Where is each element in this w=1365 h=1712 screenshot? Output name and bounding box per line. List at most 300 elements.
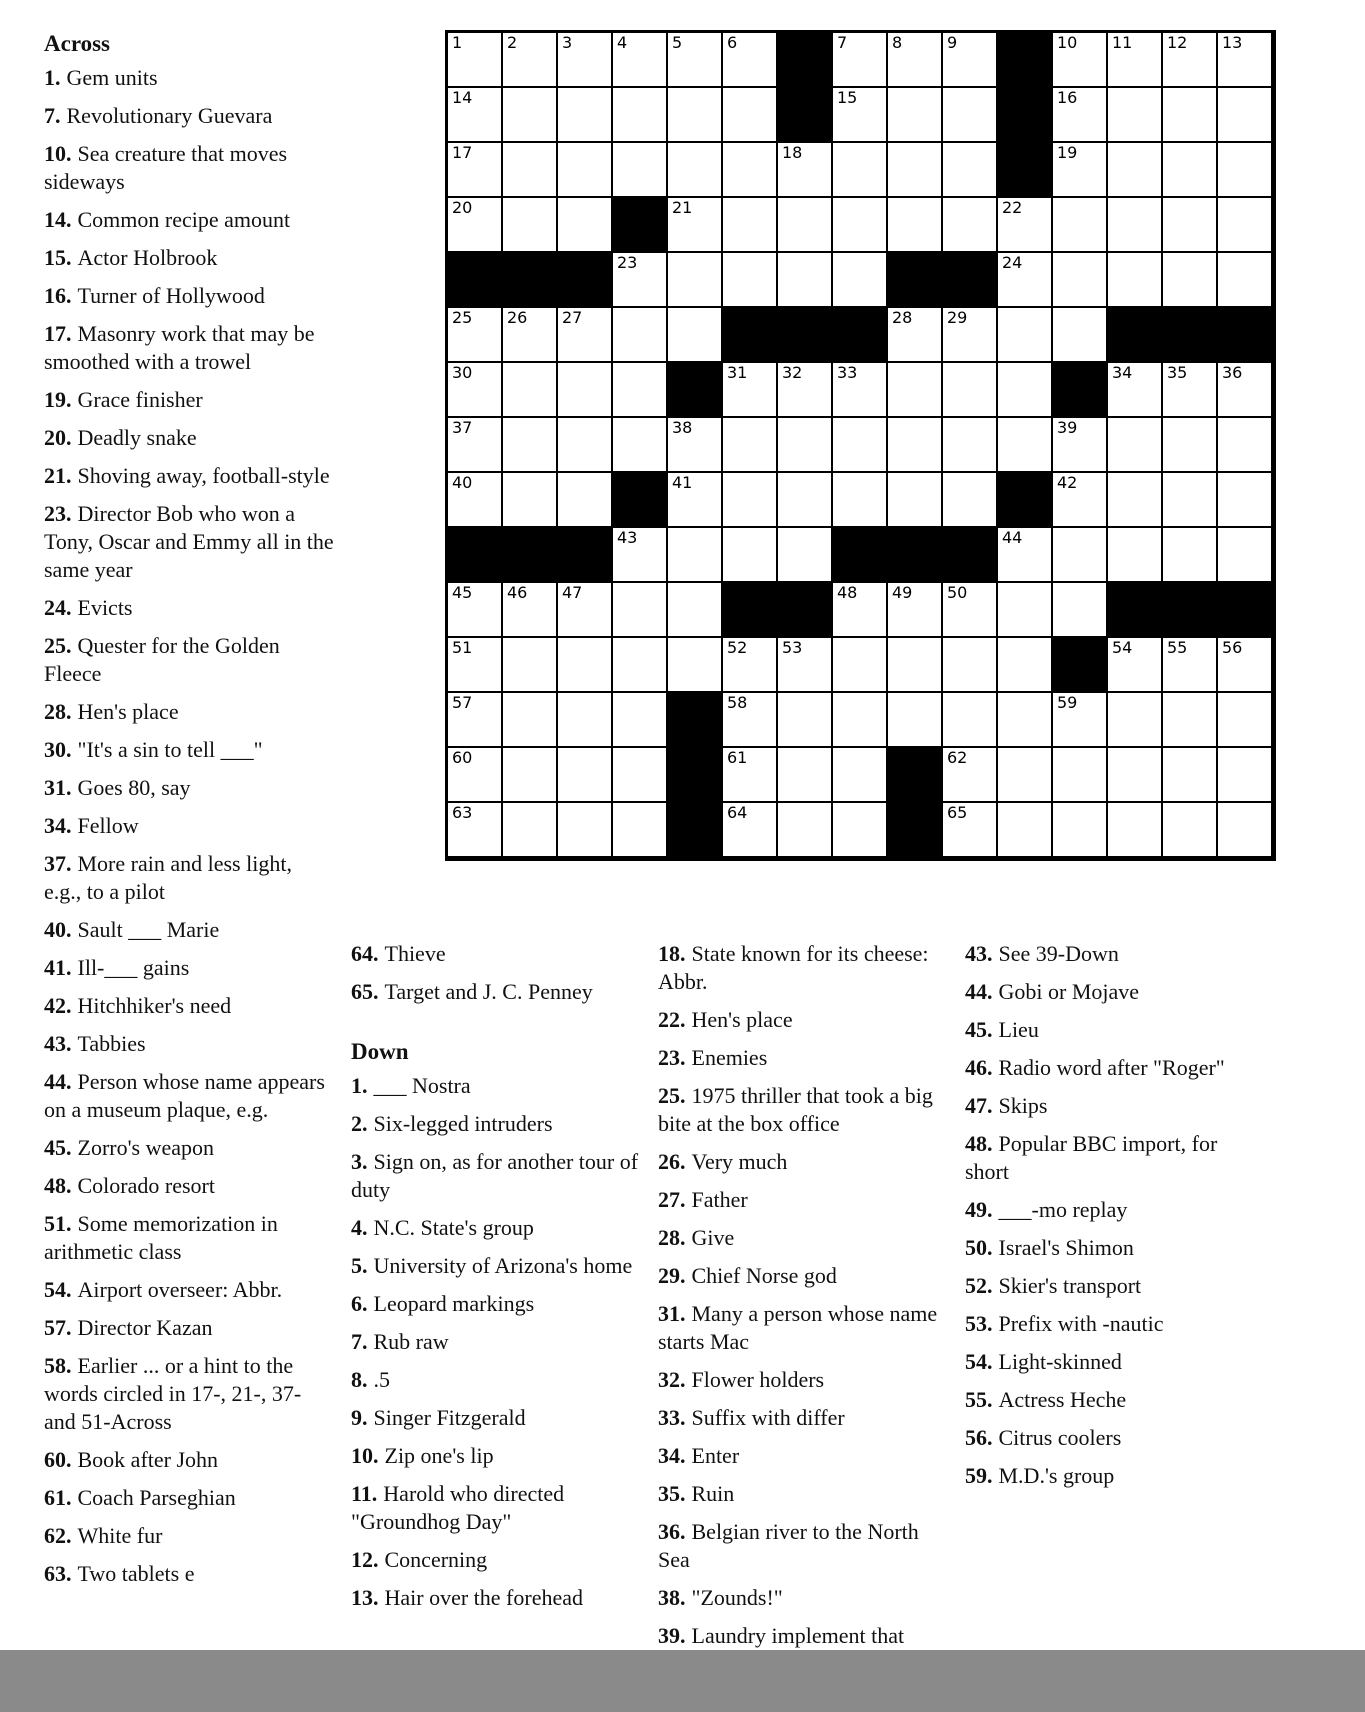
clue-number: 43. <box>965 941 993 966</box>
cell-number: 12 <box>1167 33 1188 52</box>
grid-cell[interactable] <box>612 692 667 747</box>
clue-text: Hitchhiker's need <box>77 993 232 1018</box>
cell-number: 50 <box>947 583 968 602</box>
grid-cell[interactable] <box>1217 692 1272 747</box>
clue-item <box>44 992 334 1020</box>
grid-cell[interactable] <box>557 362 612 417</box>
across-clue-list-continued <box>351 940 641 1006</box>
clue-text: Ill-___ gains <box>77 955 190 980</box>
clue-text: Some memorization in arithmetic class <box>44 1211 278 1264</box>
grid-cell[interactable] <box>887 472 942 527</box>
grid-cell[interactable] <box>832 472 887 527</box>
clue-item <box>44 386 334 414</box>
clue-number: 28. <box>44 699 72 724</box>
grid-cell[interactable] <box>997 307 1052 362</box>
grid-cell[interactable] <box>1107 32 1162 87</box>
grid-cell[interactable] <box>667 637 722 692</box>
grid-cell[interactable] <box>722 417 777 472</box>
grid-cell[interactable] <box>1052 142 1107 197</box>
clue-item <box>44 632 334 688</box>
grid-cell[interactable] <box>612 87 667 142</box>
grid-cell[interactable] <box>1107 417 1162 472</box>
grid-cell[interactable] <box>1052 417 1107 472</box>
grid-cell[interactable] <box>722 32 777 87</box>
grid-cell[interactable] <box>1107 362 1162 417</box>
grid-cell[interactable] <box>832 87 887 142</box>
grid-cell[interactable] <box>612 747 667 802</box>
grid-cell[interactable] <box>447 637 502 692</box>
grid-cell[interactable] <box>1162 472 1217 527</box>
grid-cell[interactable] <box>832 582 887 637</box>
clue-number: 42. <box>44 993 72 1018</box>
grid-cell[interactable] <box>997 692 1052 747</box>
grid-cell[interactable] <box>612 637 667 692</box>
clue-number: 7. <box>351 1329 368 1354</box>
black-square <box>1217 582 1272 637</box>
grid-cell[interactable] <box>502 692 557 747</box>
black-square <box>997 32 1052 87</box>
clue-text: University of Arizona's home <box>373 1253 633 1278</box>
cell-number: 30 <box>452 363 473 382</box>
grid-cell[interactable] <box>1217 87 1272 142</box>
black-square <box>777 87 832 142</box>
grid-cell[interactable] <box>557 417 612 472</box>
clue-item <box>44 1134 334 1162</box>
black-square <box>1217 307 1272 362</box>
grid-cell[interactable] <box>942 472 997 527</box>
grid-cell[interactable] <box>1162 802 1217 857</box>
clue-item <box>44 1484 334 1512</box>
grid-cell[interactable] <box>667 527 722 582</box>
clue-item <box>44 1352 334 1436</box>
grid-cell[interactable] <box>1162 362 1217 417</box>
cell-number: 51 <box>452 638 473 657</box>
cell-number: 58 <box>727 693 748 712</box>
grid-cell[interactable] <box>942 362 997 417</box>
grid-cell[interactable] <box>777 637 832 692</box>
grid-cell[interactable] <box>942 692 997 747</box>
grid-cell[interactable] <box>1052 527 1107 582</box>
cell-number: 18 <box>782 143 803 162</box>
grid-cell[interactable] <box>1217 362 1272 417</box>
clue-text: ___ Nostra <box>373 1073 471 1098</box>
grid-cell[interactable] <box>942 142 997 197</box>
grid-cell[interactable] <box>1107 252 1162 307</box>
grid-cell[interactable] <box>1217 32 1272 87</box>
clue-text: ___-mo replay <box>998 1197 1128 1222</box>
grid-cell[interactable] <box>777 417 832 472</box>
grid-cell[interactable] <box>447 417 502 472</box>
clue-item <box>44 1030 334 1058</box>
grid-cell[interactable] <box>612 32 667 87</box>
clue-number: 4. <box>351 1215 368 1240</box>
grid-cell[interactable] <box>777 747 832 802</box>
clue-text: Zip one's lip <box>384 1443 494 1468</box>
grid-cell[interactable] <box>1217 142 1272 197</box>
grid-cell[interactable] <box>447 87 502 142</box>
clue-item <box>44 850 334 906</box>
cell-number: 33 <box>837 363 858 382</box>
grid-cell[interactable] <box>777 362 832 417</box>
grid-cell[interactable] <box>447 362 502 417</box>
grid-cell[interactable] <box>557 307 612 362</box>
grid-cell[interactable] <box>777 692 832 747</box>
clue-text: Masonry work that may be smoothed with a trowel <box>44 321 315 374</box>
grid-cell[interactable] <box>447 747 502 802</box>
clue-item <box>44 140 334 196</box>
grid-cell[interactable] <box>1107 87 1162 142</box>
clue-item <box>658 1366 948 1394</box>
clue-text: Director Kazan <box>77 1315 213 1340</box>
grid-cell[interactable] <box>722 252 777 307</box>
clue-number: 8. <box>351 1367 368 1392</box>
across-heading: Across <box>44 31 111 56</box>
grid-cell[interactable] <box>997 802 1052 857</box>
grid-cell[interactable] <box>502 197 557 252</box>
black-square <box>1162 582 1217 637</box>
clue-item <box>965 1310 1255 1338</box>
grid-cell[interactable] <box>557 692 612 747</box>
cell-number: 49 <box>892 583 913 602</box>
grid-cell[interactable] <box>667 417 722 472</box>
clue-item <box>351 1328 641 1356</box>
clue-item <box>351 1214 641 1242</box>
grid-cell[interactable] <box>1162 417 1217 472</box>
clue-number: 20. <box>44 425 72 450</box>
grid-cell[interactable] <box>832 747 887 802</box>
grid-cell[interactable] <box>502 362 557 417</box>
clue-text: Sea creature that moves sideways <box>44 141 288 194</box>
grid-cell[interactable] <box>997 362 1052 417</box>
black-square <box>557 252 612 307</box>
grid-cell[interactable] <box>942 582 997 637</box>
grid-cell[interactable] <box>1217 637 1272 692</box>
clue-number: 37. <box>44 851 72 876</box>
grid-cell[interactable] <box>447 142 502 197</box>
clue-item <box>965 1234 1255 1262</box>
clue-text: Quester for the Golden Fleece <box>44 633 280 686</box>
cell-number: 34 <box>1112 363 1133 382</box>
clue-item <box>44 1314 334 1342</box>
grid-cell[interactable] <box>1052 32 1107 87</box>
cell-number: 37 <box>452 418 473 437</box>
grid-cell[interactable] <box>557 747 612 802</box>
cell-number: 46 <box>507 583 528 602</box>
grid-cell[interactable] <box>447 472 502 527</box>
grid-cell[interactable] <box>832 362 887 417</box>
grid-cell[interactable] <box>997 417 1052 472</box>
grid-cell[interactable] <box>447 692 502 747</box>
grid-cell[interactable] <box>1217 197 1272 252</box>
grid-cell[interactable] <box>1107 527 1162 582</box>
grid-cell[interactable] <box>1107 472 1162 527</box>
clue-item <box>44 1172 334 1200</box>
grid-cell[interactable] <box>1162 527 1217 582</box>
grid-cell[interactable] <box>997 582 1052 637</box>
grid-cell[interactable] <box>832 802 887 857</box>
grid-cell[interactable] <box>667 87 722 142</box>
footer-bar <box>0 1650 1365 1712</box>
grid-cell[interactable] <box>502 472 557 527</box>
grid-cell[interactable] <box>557 197 612 252</box>
grid-cell[interactable] <box>612 307 667 362</box>
clue-number: 39. <box>658 1623 686 1648</box>
grid-cell[interactable] <box>722 362 777 417</box>
grid-cell[interactable] <box>1217 802 1272 857</box>
grid-cell[interactable] <box>722 87 777 142</box>
grid-cell[interactable] <box>777 527 832 582</box>
grid-cell[interactable] <box>557 802 612 857</box>
black-square <box>1052 362 1107 417</box>
grid-cell[interactable] <box>832 142 887 197</box>
grid-cell[interactable] <box>1052 307 1107 362</box>
clue-number: 35. <box>658 1481 686 1506</box>
clue-number: 23. <box>44 501 72 526</box>
grid-cell[interactable] <box>557 142 612 197</box>
grid-cell[interactable] <box>722 197 777 252</box>
clue-number: 11. <box>351 1481 378 1506</box>
grid-cell[interactable] <box>557 472 612 527</box>
grid-cell[interactable] <box>1107 637 1162 692</box>
grid-cell[interactable] <box>942 637 997 692</box>
cell-number: 38 <box>672 418 693 437</box>
grid-cell[interactable] <box>612 582 667 637</box>
grid-cell[interactable] <box>502 32 557 87</box>
clue-text: Skier's transport <box>998 1273 1142 1298</box>
clue-text: Hair over the forehead <box>384 1585 584 1610</box>
grid-cell[interactable] <box>667 32 722 87</box>
grid-cell[interactable] <box>832 417 887 472</box>
grid-cell[interactable] <box>1052 252 1107 307</box>
clue-item <box>44 1276 334 1304</box>
grid-cell[interactable] <box>832 692 887 747</box>
grid-cell[interactable] <box>1107 802 1162 857</box>
grid-cell[interactable] <box>502 142 557 197</box>
grid-cell[interactable] <box>612 527 667 582</box>
clue-item <box>965 940 1255 968</box>
grid-cell[interactable] <box>887 87 942 142</box>
clue-number: 63. <box>44 1561 72 1586</box>
grid-cell[interactable] <box>722 802 777 857</box>
grid-cell[interactable] <box>832 32 887 87</box>
clue-text: Ruin <box>691 1481 735 1506</box>
grid-cell[interactable] <box>942 197 997 252</box>
clue-item <box>351 1148 641 1204</box>
grid-cell[interactable] <box>1107 692 1162 747</box>
grid-cell[interactable] <box>887 582 942 637</box>
clue-text: Harold who directed "Groundhog Day" <box>351 1481 565 1534</box>
grid-cell[interactable] <box>1162 87 1217 142</box>
down-heading: Down <box>351 1039 409 1064</box>
grid-cell[interactable] <box>942 87 997 142</box>
grid-cell[interactable] <box>667 252 722 307</box>
cell-number: 6 <box>727 33 738 52</box>
grid-cell[interactable] <box>447 307 502 362</box>
grid-cell[interactable] <box>887 307 942 362</box>
grid-cell[interactable] <box>667 197 722 252</box>
grid-cell[interactable] <box>777 142 832 197</box>
grid-cell[interactable] <box>1162 692 1217 747</box>
grid-cell[interactable] <box>832 197 887 252</box>
grid-cell[interactable] <box>887 142 942 197</box>
clue-text: See 39-Down <box>998 941 1119 966</box>
grid-cell[interactable] <box>887 692 942 747</box>
grid-cell[interactable] <box>1162 32 1217 87</box>
grid-cell[interactable] <box>1217 417 1272 472</box>
clue-text: Very much <box>691 1149 788 1174</box>
clue-text: Popular BBC import, for short <box>965 1131 1218 1184</box>
grid-cell[interactable] <box>667 142 722 197</box>
clue-text: Earlier ... or a hint to the words circled in 17-, 21-, 37- and 51-Across <box>44 1353 302 1434</box>
grid-cell[interactable] <box>1107 142 1162 197</box>
grid-cell[interactable] <box>557 637 612 692</box>
grid-cell[interactable] <box>722 747 777 802</box>
grid-cell[interactable] <box>942 802 997 857</box>
grid-cell[interactable] <box>1107 197 1162 252</box>
grid-cell[interactable] <box>1052 802 1107 857</box>
cell-number: 65 <box>947 803 968 822</box>
grid-cell[interactable] <box>832 252 887 307</box>
grid-cell[interactable] <box>777 252 832 307</box>
clue-text: .5 <box>373 1367 390 1392</box>
grid-cell[interactable] <box>447 32 502 87</box>
grid-cell[interactable] <box>502 87 557 142</box>
clue-item <box>351 1442 641 1470</box>
grid-cell[interactable] <box>942 417 997 472</box>
clue-number: 65. <box>351 979 379 1004</box>
clue-text: Revolutionary Guevara <box>66 103 273 128</box>
grid-cell[interactable] <box>502 582 557 637</box>
clue-number: 21. <box>44 463 72 488</box>
clue-item <box>658 1442 948 1470</box>
grid-cell[interactable] <box>612 362 667 417</box>
crossword-grid <box>445 30 1276 861</box>
cell-number: 48 <box>837 583 858 602</box>
grid-cell[interactable] <box>722 527 777 582</box>
grid-cell[interactable] <box>887 197 942 252</box>
grid-cell[interactable] <box>667 307 722 362</box>
grid-cell[interactable] <box>1162 142 1217 197</box>
grid-cell[interactable] <box>942 32 997 87</box>
black-square <box>447 527 502 582</box>
grid-cell[interactable] <box>1162 197 1217 252</box>
clue-number: 61. <box>44 1485 72 1510</box>
clue-item <box>44 594 334 622</box>
grid-cell[interactable] <box>997 747 1052 802</box>
grid-cell[interactable] <box>502 307 557 362</box>
clue-item <box>658 1082 948 1138</box>
clue-item <box>658 1224 948 1252</box>
grid-cell[interactable] <box>887 32 942 87</box>
grid-cell[interactable] <box>612 417 667 472</box>
grid-cell[interactable] <box>502 417 557 472</box>
clue-item <box>351 1072 641 1100</box>
clue-item <box>965 1386 1255 1414</box>
clue-number: 9. <box>351 1405 368 1430</box>
black-square <box>1107 582 1162 637</box>
grid-cell[interactable] <box>612 142 667 197</box>
grid-cell[interactable] <box>557 582 612 637</box>
grid-cell[interactable] <box>722 142 777 197</box>
clue-number: 25. <box>658 1083 686 1108</box>
clue-number: 13. <box>351 1585 379 1610</box>
grid-cell[interactable] <box>1217 472 1272 527</box>
grid-cell[interactable] <box>612 802 667 857</box>
cell-number: 13 <box>1222 33 1243 52</box>
grid-cell[interactable] <box>942 747 997 802</box>
grid-cell[interactable] <box>447 802 502 857</box>
clue-item <box>658 940 948 996</box>
grid-cell[interactable] <box>997 197 1052 252</box>
clue-number: 48. <box>965 1131 993 1156</box>
grid-cell[interactable] <box>1217 252 1272 307</box>
grid-cell[interactable] <box>777 472 832 527</box>
black-square <box>887 527 942 582</box>
grid-cell[interactable] <box>1162 747 1217 802</box>
clue-item <box>44 64 334 92</box>
grid-cell[interactable] <box>1107 747 1162 802</box>
grid-cell[interactable] <box>722 472 777 527</box>
grid-cell[interactable] <box>447 582 502 637</box>
grid-cell[interactable] <box>1162 252 1217 307</box>
grid-cell[interactable] <box>997 252 1052 307</box>
grid-cell[interactable] <box>832 637 887 692</box>
grid-cell[interactable] <box>502 747 557 802</box>
grid-cell[interactable] <box>557 87 612 142</box>
grid-cell[interactable] <box>1052 472 1107 527</box>
grid-cell[interactable] <box>557 32 612 87</box>
clue-text: Hen's place <box>77 699 179 724</box>
grid-cell[interactable] <box>777 802 832 857</box>
clue-item <box>351 978 641 1006</box>
clue-number: 7. <box>44 103 61 128</box>
grid-cell[interactable] <box>1052 582 1107 637</box>
grid-cell[interactable] <box>667 582 722 637</box>
grid-cell[interactable] <box>612 252 667 307</box>
grid-cell[interactable] <box>502 637 557 692</box>
grid-cell[interactable] <box>502 802 557 857</box>
grid-cell[interactable] <box>1217 747 1272 802</box>
grid-cell[interactable] <box>447 197 502 252</box>
clue-item <box>658 1404 948 1432</box>
clue-number: 14. <box>44 207 72 232</box>
clue-text: Concerning <box>384 1547 488 1572</box>
black-square <box>832 527 887 582</box>
grid-cell[interactable] <box>1052 87 1107 142</box>
grid-cell[interactable] <box>887 362 942 417</box>
clue-number: 56. <box>965 1425 993 1450</box>
grid-cell[interactable] <box>722 637 777 692</box>
grid-cell[interactable] <box>887 637 942 692</box>
grid-cell[interactable] <box>1162 637 1217 692</box>
grid-cell[interactable] <box>942 307 997 362</box>
grid-cell[interactable] <box>887 417 942 472</box>
clue-number: 24. <box>44 595 72 620</box>
clue-text: Actress Heche <box>998 1387 1127 1412</box>
grid-cell[interactable] <box>667 472 722 527</box>
grid-cell[interactable] <box>997 527 1052 582</box>
grid-cell[interactable] <box>1217 527 1272 582</box>
grid-cell[interactable] <box>1052 692 1107 747</box>
black-square <box>447 252 502 307</box>
grid-cell[interactable] <box>1052 197 1107 252</box>
grid-cell[interactable] <box>722 692 777 747</box>
clue-text: Father <box>691 1187 748 1212</box>
grid-cell[interactable] <box>1052 747 1107 802</box>
clue-number: 64. <box>351 941 379 966</box>
grid-cell[interactable] <box>997 637 1052 692</box>
grid-cell[interactable] <box>777 197 832 252</box>
